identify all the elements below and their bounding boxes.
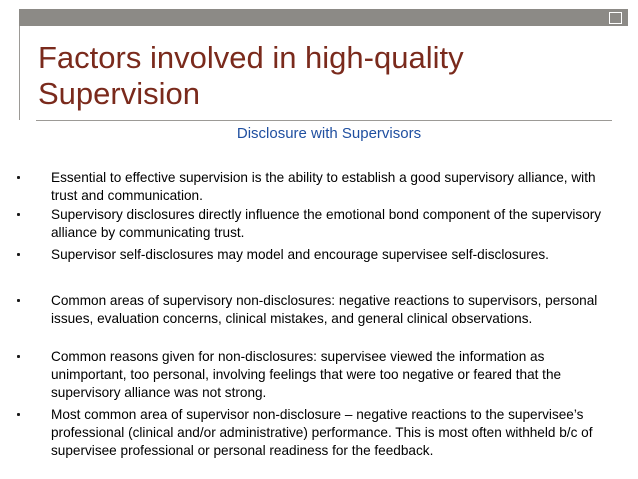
corner-square-decoration (609, 12, 622, 24)
bullet-marker (17, 299, 20, 302)
left-rule-line (19, 26, 20, 120)
title-line-2: Supervision (38, 76, 200, 111)
bullet-text: Essential to effective supervision is the ability to establish a good supervisory alliance, with trust and communication. (51, 170, 596, 204)
bullet-text: Most common area of supervisor non-disclosure – negative reactions to the supervisee’s professional (clinical and/or administrative) performance. This is most often withheld b/c of supervisee professional or personal readiness for the feedback. (51, 407, 593, 459)
bullet-marker (17, 213, 20, 216)
bullet-text: Common reasons given for non-disclosures: supervisee viewed the information as unimportant, too personal, involving feelings that were too negative or feared that the supervisory alliance was not strong. (51, 349, 562, 401)
bullet-text: Supervisory disclosures directly influence the emotional bond component of the supervisory alliance by communicating trust. (51, 207, 602, 241)
bullet-text: Common areas of supervisory non-disclosures: negative reactions to supervisors, personal issues, evaluation concerns, clinical mistakes, and general clinical observations. (51, 293, 598, 327)
slide-title (38, 40, 598, 112)
slide-subtitle: Disclosure with Supervisors (236, 125, 422, 142)
title-line-1: Factors involved in high-quality (38, 40, 464, 75)
title-underline (36, 120, 612, 121)
bullet-marker (17, 176, 20, 179)
bullet-text: Supervisor self-disclosures may model and encourage supervisee self-disclosures. (51, 247, 549, 262)
header-bar (19, 9, 628, 26)
bullet-marker (17, 413, 20, 416)
bullet-marker (17, 253, 20, 256)
bullet-marker (17, 355, 20, 358)
